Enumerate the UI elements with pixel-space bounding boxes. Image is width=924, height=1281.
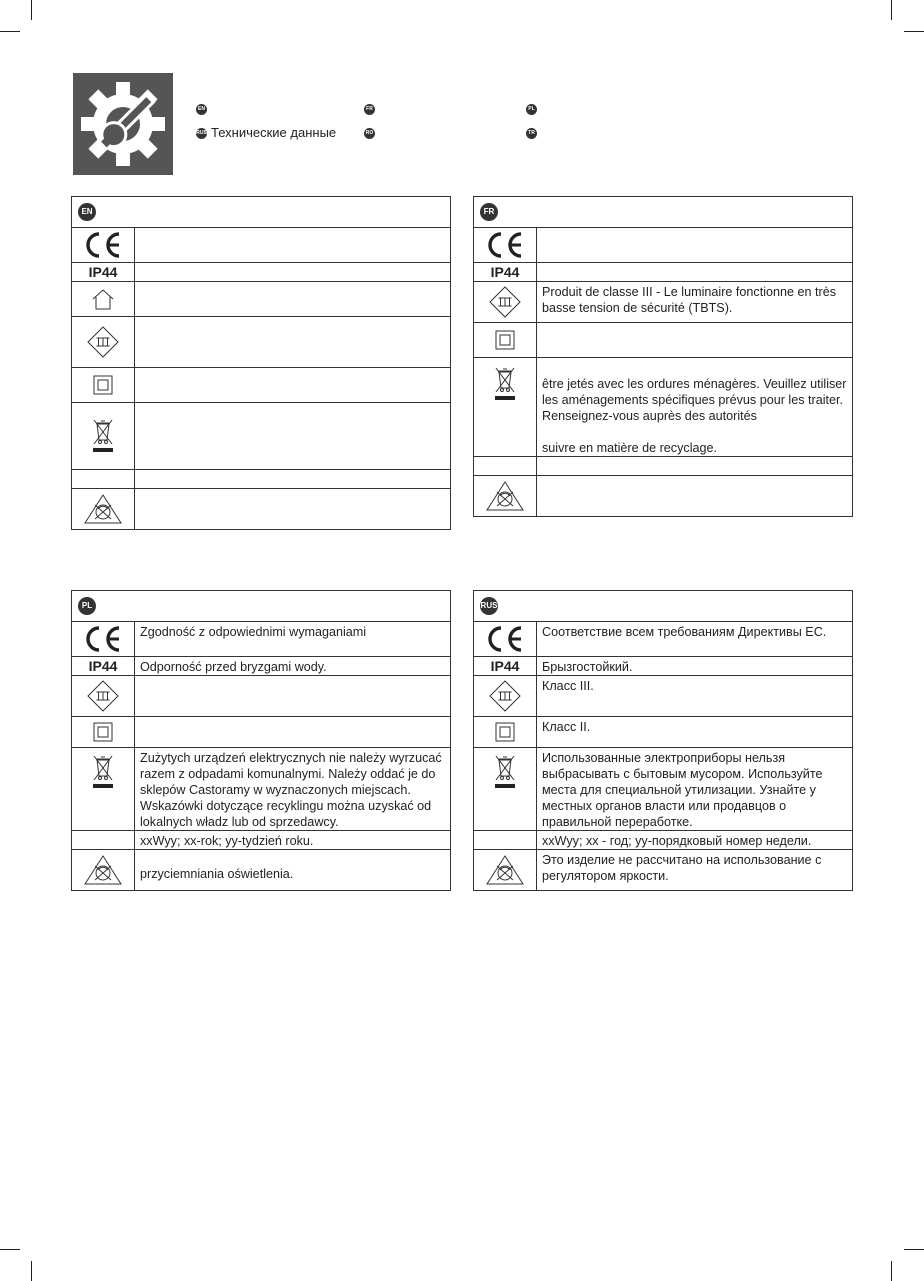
section-header [72,591,450,622]
weee-crossed-bin-icon [493,366,517,402]
table-row [474,831,852,850]
rus-weee-text: Использованные электроприборы нельзя выбрасывать с бытовым мусором. Используйте места для специальной утилизации. Узнайте у местных органов власти или продавцов о правильной переработке. [542,751,823,829]
rus-date-text: xxWyy; xx - год; yy-порядковый номер недели. [542,834,812,848]
section-header [474,197,852,228]
section-rus [473,590,853,891]
row-text [537,323,852,357]
class-ii-icon [495,330,515,350]
pl-date-text: xxWyy; xx-rok; yy-tydzień roku. [140,834,314,848]
legend-tr [526,126,541,140]
legend-en [196,102,211,116]
lang-badge-rus: RUS [480,597,498,615]
ip44-label: IP44 [490,264,520,280]
table-row [474,748,852,831]
row-text [135,282,450,316]
ce-mark-icon [483,231,527,259]
lang-badge-en: EN [78,203,96,221]
class-iii-icon [488,285,522,319]
row-text [135,403,450,469]
fr-class3-text: Produit de classe III - Le luminaire fonctionne en très basse tension de sécurité (TBTS). [542,285,837,315]
ce-mark-icon [483,625,527,653]
technical-data-gear-wrench-icon [72,72,174,176]
table-row [474,850,852,890]
ip44-label: IP44 [88,658,118,674]
table-row [474,323,852,358]
table-row [72,368,450,403]
row-text [135,489,450,529]
ce-mark-icon [81,625,125,653]
row-text [135,717,450,747]
legend-ro [364,126,379,140]
fr-weee-text-2: suivre en matière de recyclage. [542,441,717,455]
table-row [474,657,852,676]
legend-pl [526,102,541,116]
lang-badge-pl: PL [526,104,537,115]
table-row [72,489,450,529]
lang-badge-ro: RO [364,128,375,139]
table-row [72,282,450,317]
table-row [474,228,852,263]
crop-mark [0,1249,20,1250]
no-dimmer-icon [485,480,525,512]
table-row [474,622,852,657]
pl-dimmer-text: przyciemniania oświetlenia. [140,867,294,881]
lang-badge-pl: PL [78,597,96,615]
row-text [135,228,450,262]
class-iii-icon [86,325,120,359]
table-row [72,717,450,748]
row-text [135,263,450,281]
table-row [72,403,450,470]
table-row [72,263,450,282]
section-fr [473,196,853,517]
no-dimmer-icon [83,854,123,886]
ip44-label: IP44 [490,658,520,674]
row-text [135,317,450,367]
class-ii-icon [93,375,113,395]
row-text [135,368,450,402]
no-dimmer-icon [485,854,525,886]
table-row [474,457,852,476]
row-text [135,676,450,716]
rus-class2-text: Класс II. [542,720,591,734]
row-text [135,470,450,488]
pl-ip-text: Odporność przed bryzgami wody. [140,660,327,674]
no-dimmer-icon [83,493,123,525]
legend-rus [196,126,336,140]
class-ii-icon [93,722,113,742]
table-row [72,657,450,676]
rus-ce-text: Соответствие всем требованиям Директивы ЕС. [542,625,827,639]
row-text [537,457,852,475]
crop-mark [891,0,892,20]
row-text [537,476,852,516]
crop-mark [31,0,32,20]
table-row [474,717,852,748]
table-row [474,358,852,457]
table-row [72,317,450,368]
crop-mark [0,31,20,32]
table-row [72,470,450,489]
table-row [72,676,450,717]
class-iii-icon [86,679,120,713]
crop-mark [891,1261,892,1281]
section-header [72,197,450,228]
table-row [72,228,450,263]
ce-mark-icon [81,231,125,259]
table-row [474,676,852,717]
ip44-label: IP44 [88,264,118,280]
indoor-use-house-icon [91,288,115,310]
rus-dimmer-text: Это изделие не рассчитано на использование с регулятором яркости. [542,853,822,883]
table-row [474,476,852,516]
section-pl [71,590,451,891]
table-row [72,622,450,657]
row-text [537,228,852,262]
pl-weee-text: Zużytych urządzeń elektrycznych nie należy wyrzucać razem z odpadami komunalnymi. Należy oddać je do sklepów Castoramy w wyznaczonych miejscach. Wskazówki dotyczące recyklingu można uzyskać od lokalnych władz lub od sprzedawcy. [140,751,442,829]
lang-badge-rus: RUS [196,128,207,139]
lang-badge-en: EN [196,104,207,115]
crop-mark [31,1261,32,1281]
legend-fr [364,102,379,116]
table-row [72,748,450,831]
table-row [72,831,450,850]
rus-class3-text: Класс III. [542,679,594,693]
table-row [72,850,450,890]
row-text [537,358,852,456]
weee-crossed-bin-icon [91,754,115,790]
lang-badge-tr: TR [526,128,537,139]
class-ii-icon [495,722,515,742]
weee-crossed-bin-icon [91,418,115,454]
rus-ip-text: Брызгостойкий. [542,660,633,674]
fr-weee-text: être jetés avec les ordures ménagères. Veuillez utiliser les aménagements spécifiques prévus pour les traiter. Renseignez-vous auprès des autorités [542,377,847,423]
table-row [474,282,852,323]
section-header [474,591,852,622]
legend-rus-title: Технические данные [211,125,337,140]
weee-crossed-bin-icon [493,754,517,790]
crop-mark [904,31,924,32]
section-en [71,196,451,530]
class-iii-icon [488,679,522,713]
row-text [537,263,852,281]
crop-mark [904,1249,924,1250]
pl-ce-text: Zgodność z odpowiednimi wymaganiami [140,625,367,639]
lang-badge-fr: FR [480,203,498,221]
table-row [474,263,852,282]
lang-badge-fr: FR [364,104,375,115]
